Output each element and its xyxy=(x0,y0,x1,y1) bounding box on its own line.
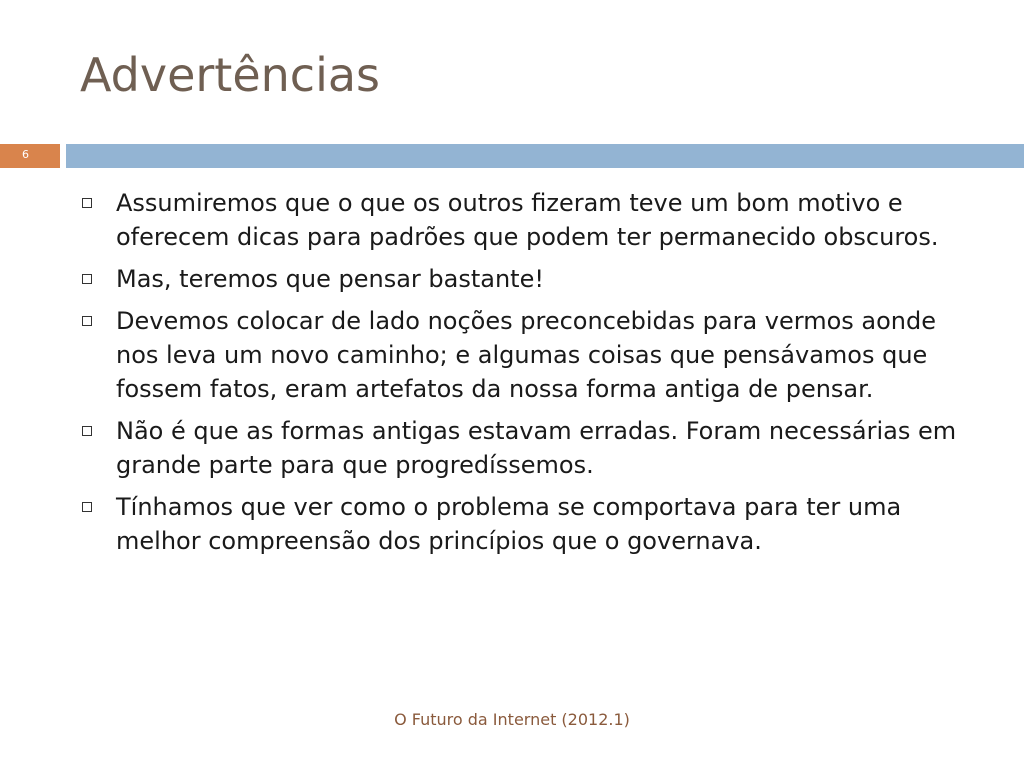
square-bullet-icon xyxy=(82,316,92,326)
square-bullet-icon xyxy=(82,274,92,284)
header-divider-bar xyxy=(66,144,1024,168)
bullet-text: Tínhamos que ver como o problema se comportava para ter uma melhor compreensão dos princípios que o governava. xyxy=(116,493,902,555)
bullet-text: Devemos colocar de lado noções preconcebidas para vermos aonde nos leva um novo caminho; e algumas coisas que pensávamos que fossem fatos, eram artefatos da nossa forma antiga de pensar. xyxy=(116,307,936,403)
bullet-text: Assumiremos que o que os outros fizeram teve um bom motivo e oferecem dicas para padrões que podem ter permanecido obscuros. xyxy=(116,189,939,251)
bullet-item xyxy=(80,262,980,296)
bullet-list xyxy=(80,186,980,566)
bullet-item xyxy=(80,304,980,406)
square-bullet-icon xyxy=(82,426,92,436)
slide-number-box xyxy=(0,144,60,168)
slide-number: 6 xyxy=(22,148,29,161)
slide-footer: O Futuro da Internet (2012.1) xyxy=(394,710,630,729)
slide-title: Advertências xyxy=(80,48,381,102)
bullet-item xyxy=(80,414,980,482)
bullet-item xyxy=(80,490,980,558)
square-bullet-icon xyxy=(82,502,92,512)
bullet-text: Não é que as formas antigas estavam erradas. Foram necessárias em grande parte para que progredíssemos. xyxy=(116,417,957,479)
square-bullet-icon xyxy=(82,198,92,208)
bullet-item xyxy=(80,186,980,254)
bullet-text: Mas, teremos que pensar bastante! xyxy=(116,265,544,293)
